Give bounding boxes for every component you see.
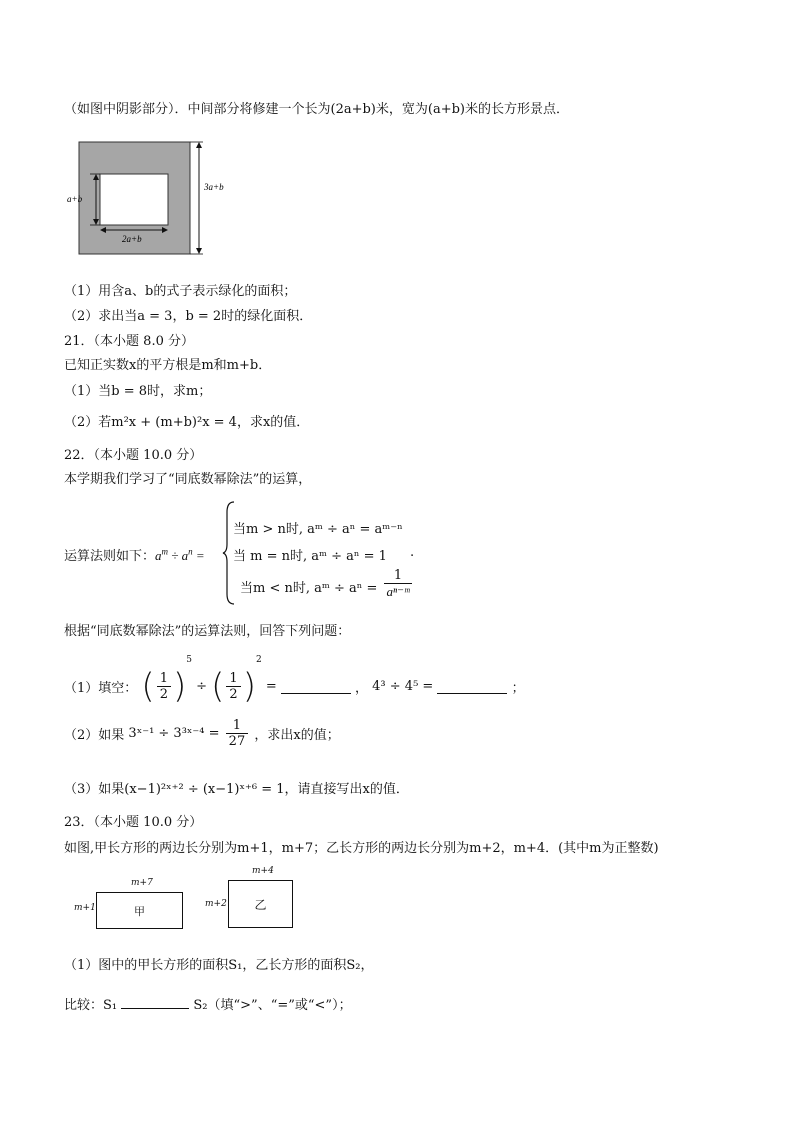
case3-numerator: 1	[384, 568, 413, 584]
q22-intro2: 根据“同底数幂除法”的运算法则，回答下列问题：	[64, 624, 351, 639]
rect-yi-side-label: m+2	[205, 899, 227, 909]
q22-part1: （1）填空： ( $\frac{1}{2}$ )$^5$ ÷ ( $\frac{1}{2}$ )$^2$ = ， 4³ ÷ 4⁵ = ；	[64, 655, 525, 707]
rect-yi-label: 乙	[254, 897, 267, 912]
q21-part1: （1）当b = 8时，求m；	[64, 384, 212, 399]
rect-yi	[228, 880, 293, 928]
q22-header: 22．（本小题 10.0 分）	[64, 448, 203, 463]
answer-blank-1[interactable]	[281, 680, 351, 694]
intro-line: （如图中阴影部分）．中间部分将修建一个长为(2a+b)米，宽为(a+b)米的长方形景点．	[64, 102, 569, 117]
q22-stem: 本学期我们学习了“同底数幂除法”的运算，	[64, 472, 312, 487]
q22-case2: 当 m = n时, aᵐ ÷ aⁿ = 1	[233, 549, 387, 564]
q22-case1: 当m > n时, aᵐ ÷ aⁿ = aᵐ⁻ⁿ	[233, 522, 403, 537]
q22-period: .	[410, 545, 415, 560]
rect-jia-top-label: m+7	[131, 878, 153, 888]
q22-rule-label: 运算法则如下：$a^m \div a^n$ =	[64, 546, 205, 564]
label-2a-plus-b: 2a+b	[122, 234, 142, 244]
q23-part1: （1）图中的甲长方形的面积S₁，乙长方形的面积S₂，	[64, 958, 374, 973]
case3-denominator: aⁿ⁻ᵐ	[386, 584, 410, 599]
answer-blank-2[interactable]	[437, 680, 507, 694]
rect-jia-label: 甲	[134, 904, 145, 918]
inner-rect	[100, 174, 168, 225]
q20-part1: （1）用含a、b的式子表示绿化的面积；	[64, 284, 297, 299]
q22-part3: （3）如果(x−1)²ˣ⁺² ÷ (x−1)ˣ⁺⁶ = 1，请直接写出x的值．	[64, 782, 409, 797]
rect-jia	[96, 892, 183, 929]
rect-yi-top-label: m+4	[252, 866, 274, 876]
q21-header: 21．（本小题 8.0 分）	[64, 334, 194, 349]
label-a-plus-b: a+b	[67, 194, 83, 204]
q23-compare: 比较：S₁ S₂（填“>”、“=”或“<”）；	[64, 994, 352, 1013]
q20-part2: （2）求出当a = 3，b = 2时的绿化面积．	[64, 309, 313, 324]
compare-blank[interactable]	[121, 995, 189, 1009]
q22-case3: 当m < n时, aᵐ ÷ aⁿ = $\frac{1}{\text{aⁿ⁻ᵐ}}$	[240, 577, 414, 599]
q21-stem: 已知正实数x的平方根是m和m+b．	[64, 358, 272, 373]
q23-stem: 如图,甲长方形的两边长分别为m+1，m+7；乙长方形的两边长分别为m+2，m+4．(其中m为正整数)	[64, 841, 659, 856]
q21-part2: （2）若m²x + (m+b)²x = 4，求x的值．	[64, 415, 310, 430]
rect-jia-side-label: m+1	[74, 903, 96, 913]
garden-figure	[60, 138, 240, 258]
label-3a-plus-b: 3a+b	[204, 182, 224, 192]
q22-part2: （2）如果 3ˣ⁻¹ ÷ 3³ˣ⁻⁴ = $\frac{1}{27}$ ，求出x的值；	[64, 718, 340, 749]
q23-header: 23．（本小题 10.0 分）	[64, 815, 203, 830]
